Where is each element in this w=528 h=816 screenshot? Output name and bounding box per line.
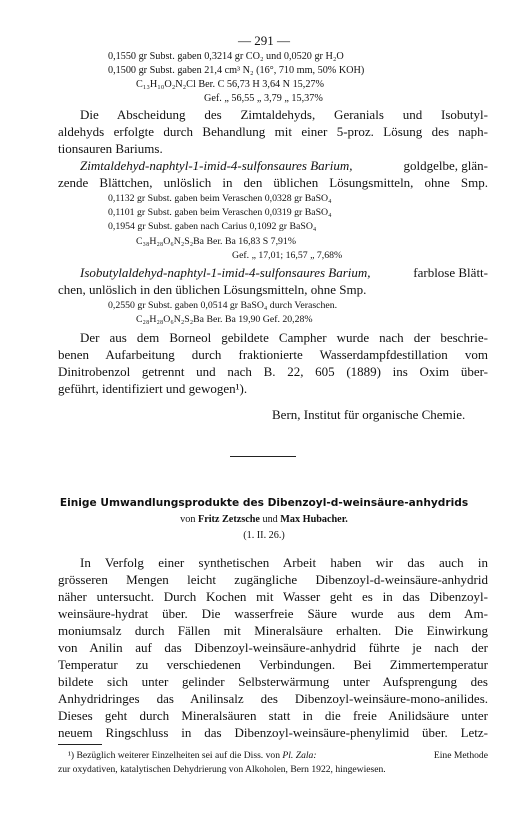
paragraph-line: aldehyds erfolgte durch Behandlung mit einer 5-proz. Lösung des naph- [58,124,488,139]
affiliation-signature: Bern, Institut für organische Chemie. [272,407,466,422]
article-title: Einige Umwandlungsprodukte des Dibenzoyl-d-weinsäure-anhydrids [59,497,469,509]
paragraph-line: Der aus dem Borneol gebildete Campher wurde nach der beschrie- [80,330,488,345]
paragraph-line: Dieses geht durch Mineralsäuren statt in die freie Anilidsäure unter [58,708,488,723]
footnote: ¹) Bezüglich weiterer Einzelheiten sei auf die Diss. von Pl. Zala: Eine Methode [68,750,488,761]
compound-heading [80,266,488,279]
paragraph-line: Temperatur zu verschiedenen Verbindungen. Bei Zimmertemperatur [58,657,488,672]
paragraph-line: moniumsalz durch Fällen mit Mineralsäure erhalten. Die Einwirkung [58,623,488,638]
article-date: (1. II. 26.) [243,530,285,541]
paragraph-line: In Verfolg einer synthetischen Arbeit haben wir das auch in [80,555,488,570]
analysis-line: 0,1954 gr Subst. gaben nach Carius 0,1092 gr BaSO₄ [108,221,317,232]
analysis-line: 0,1550 gr Subst. gaben 0,3214 gr CO₂ und 0,0520 gr H₂O [108,51,344,62]
paragraph-line: Anhydridringes das Anilinsalz des Dibenzoyl-weinsäure-mono-anilides. [58,691,488,706]
footnote-rule [58,744,102,745]
paragraph-line: Die Abscheidung des Zimtaldehyds, Geranials und Isobutyl- [80,107,488,122]
analysis-line: Gef. „ 56,55 „ 3,79 „ 15,37% [204,93,323,104]
article-authors: von Fritz Zetzsche und Max Hubacher. [180,514,348,525]
analysis-line: 0,1101 gr Subst. gaben beim Veraschen 0,0319 gr BaSO₄ [108,207,332,218]
compound-name: Isobutylaldehyd-naphtyl-1-imid-4-sulfonsaures Barium, [80,265,371,280]
paragraph-line: tionsauren Bariums. [58,141,163,156]
paragraph-line: chen, unlöslich in den üblichen Lösungsmitteln, ohne Smp. [58,282,367,297]
analysis-line: 0,1132 gr Subst. gaben beim Veraschen 0,0328 gr BaSO₄ [108,193,332,204]
footnote-author: Pl. Zala: [282,750,317,761]
paragraph-line: näher untersucht. Durch Kochen mit Wasser geht es in das Dibenzoyl- [58,589,488,604]
paragraph-line: bildete sich unter gelinder Selbsterwärmung unter Aufsprengung des [58,674,488,689]
paragraph-line: von Anilin auf das Dibenzoyl-weinsäure-anhydrid führte je nach der [58,640,488,655]
paragraph-line: weinsäure-hydrat über. Die wasserfreie Säure wurde aus dem Am- [58,606,488,621]
author-name: Fritz Zetzsche [197,514,260,525]
analysis-line: 0,2550 gr Subst. gaben 0,0514 gr BaSO₄ durch Veraschen. [108,300,338,311]
compound-description: farblose Blätt- [413,265,488,280]
page-number: — 291 — [238,33,290,48]
analysis-line: C₂₈H₂₈O₆N₂S₂Ba Ber. Ba 19,90 Gef. 20,28% [136,314,313,325]
footnote-line: zur oxydativen, katalytischen Dehydrierung von Alkoholen, Bern 1922, hingewiesen. [58,764,386,775]
analysis-line: C₁₃H₁₀O₂N₂Cl Ber. C 56,73 H 3,64 N 15,27% [136,79,324,90]
analysis-line: 0,1500 gr Subst. gaben 21,4 cm³ N₂ (16°, 710 mm, 50% KOH) [108,65,365,76]
paragraph-line: geführt, identifiziert und gewogen¹). [58,381,248,396]
paragraph-line: Dinitrobenzol getrennt und nach B. 22, 605 (1889) ins Oxim über- [58,364,488,379]
paragraph-line: neuem Ringschluss in das Dibenzoyl-weinsäure-phenylimid über. Letz- [58,725,488,740]
compound-name: Zimtaldehyd-naphtyl-1-imid-4-sulfonsaures Barium, [80,158,353,173]
paragraph-line: grösseren Mengen leicht zugängliche Dibenzoyl-d-weinsäure-anhydrid [58,572,488,587]
author-name: Max Hubacher. [280,514,348,525]
analysis-line: Gef. „ 17,01; 16,57 „ 7,68% [232,250,343,261]
compound-heading [80,159,488,172]
paragraph-line: benen Aufarbeitung durch fraktionierte Wasserdampfdestillation vom [58,347,488,362]
compound-description: goldgelbe, glän- [403,158,488,173]
paragraph-line: zende Blättchen, unlöslich in den üblichen Lösungsmitteln, ohne Smp. [58,175,488,190]
section-divider [230,456,296,457]
analysis-line: C₃₈H₂₈O₆N₂S₂Ba Ber. Ba 16,83 S 7,91% [136,236,296,247]
